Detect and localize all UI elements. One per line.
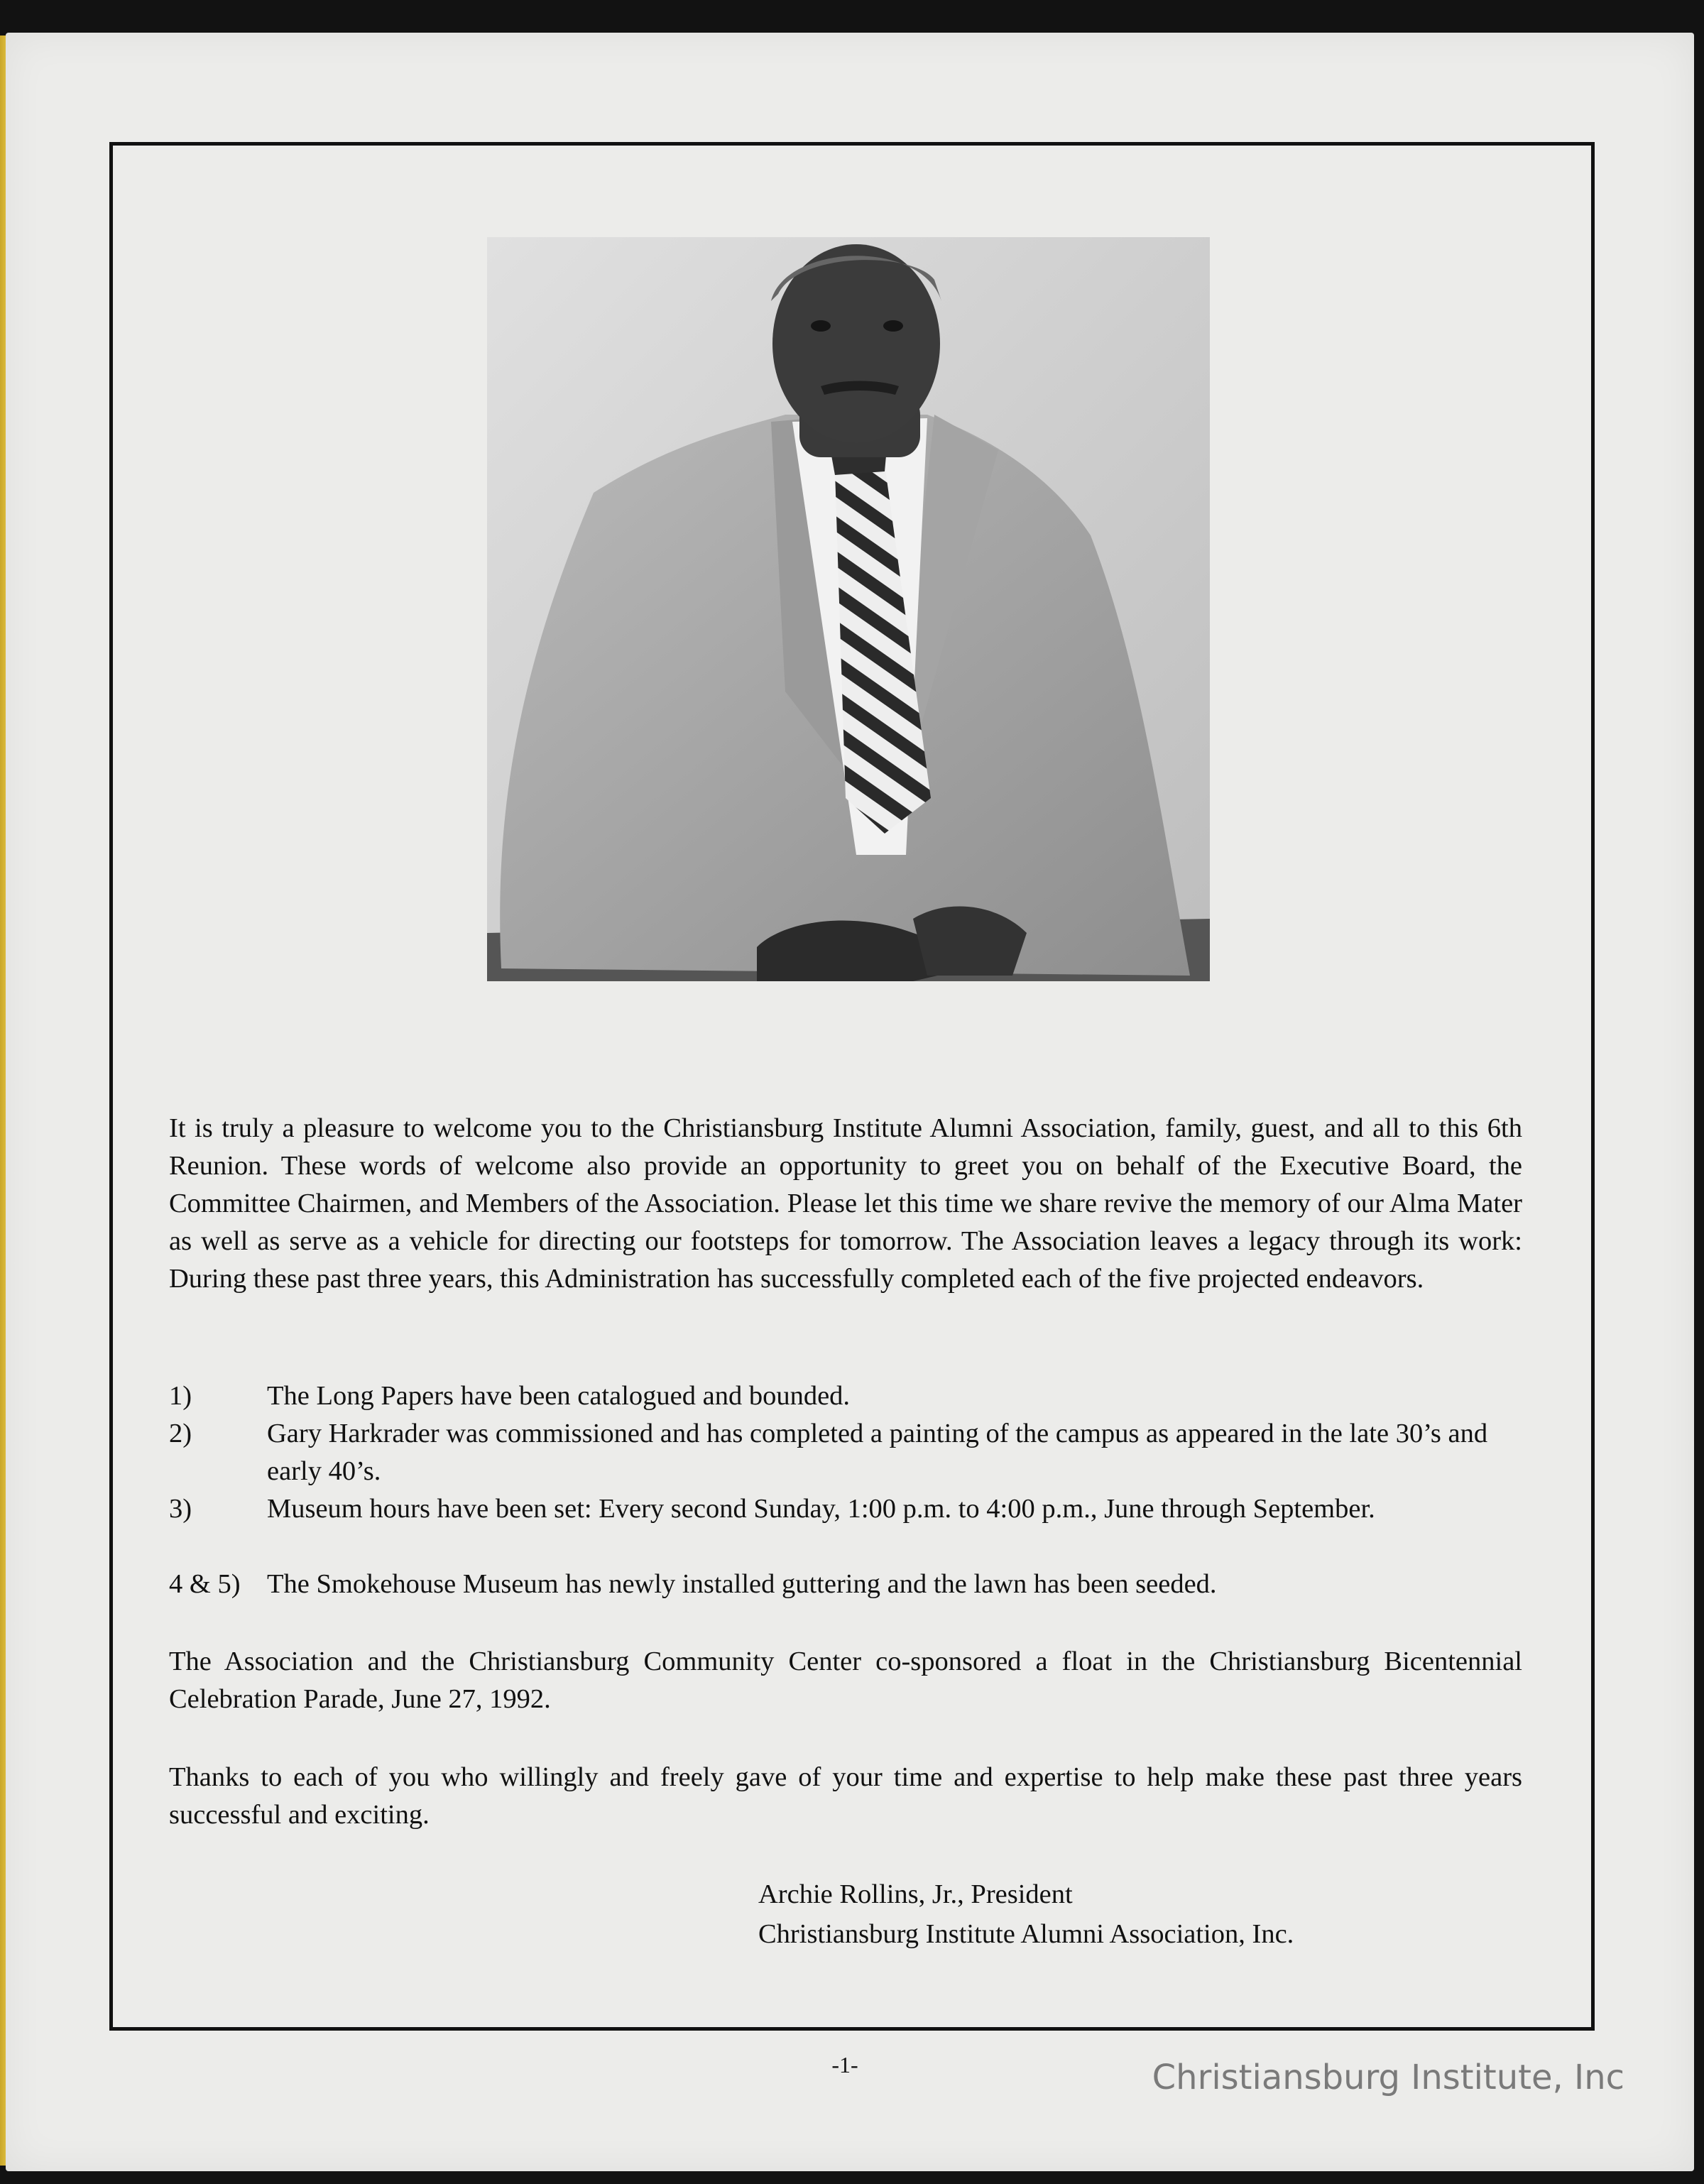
signature-block bbox=[758, 1874, 1294, 1954]
watermark: Christiansburg Institute, Inc bbox=[1152, 2058, 1624, 2097]
welcome-paragraph: It is truly a pleasure to welcome you to the Christiansburg Institute Alumni Association, family, guest, and all to this 6th Reunion. These words of welcome also provide an opportunity to greet you on behalf of the Executive Board, the Committee Chairmen, and Members of the Association. Please let this time we share revive the memory of our Alma Mater as well as serve as a vehicle for directing our footsteps for tomorrow. The Association leaves a legacy through its work: During these past three years, this Administration has successfully completed each of the five projected endeavors. bbox=[169, 1113, 1522, 1294]
president-portrait-photo bbox=[487, 237, 1210, 981]
thanks-paragraph: Thanks to each of you who willingly and freely gave of your time and expertise to help make these past three years successful and exciting. bbox=[169, 1762, 1522, 1830]
list-number: 4 & 5) bbox=[169, 1569, 241, 1599]
list-number: 1) bbox=[169, 1381, 192, 1411]
list-text: The Smokehouse Museum has newly installed guttering and the lawn has been seeded. bbox=[267, 1569, 1217, 1599]
list-number: 2) bbox=[169, 1419, 192, 1448]
list-number: 3) bbox=[169, 1494, 192, 1524]
list-text: Gary Harkrader was commissioned and has completed a painting of the campus as appeared in the late 30’s and early 40’s. bbox=[267, 1419, 1488, 1486]
signature-organization: Christiansburg Institute Alumni Association, Inc. bbox=[758, 1919, 1294, 1949]
list-text: The Long Papers have been catalogued and bounded. bbox=[267, 1381, 851, 1411]
signature-name-title: Archie Rollins, Jr., President bbox=[758, 1879, 1073, 1909]
float-paragraph: The Association and the Christiansburg Community Center co-sponsored a float in the Christiansburg Bicentennial Celebration Parade, June 27, 1992. bbox=[169, 1647, 1522, 1714]
page-number: -1- bbox=[831, 2052, 858, 2077]
list-text: Museum hours have been set: Every second Sunday, 1:00 p.m. to 4:00 p.m., June through September. bbox=[267, 1494, 1375, 1524]
